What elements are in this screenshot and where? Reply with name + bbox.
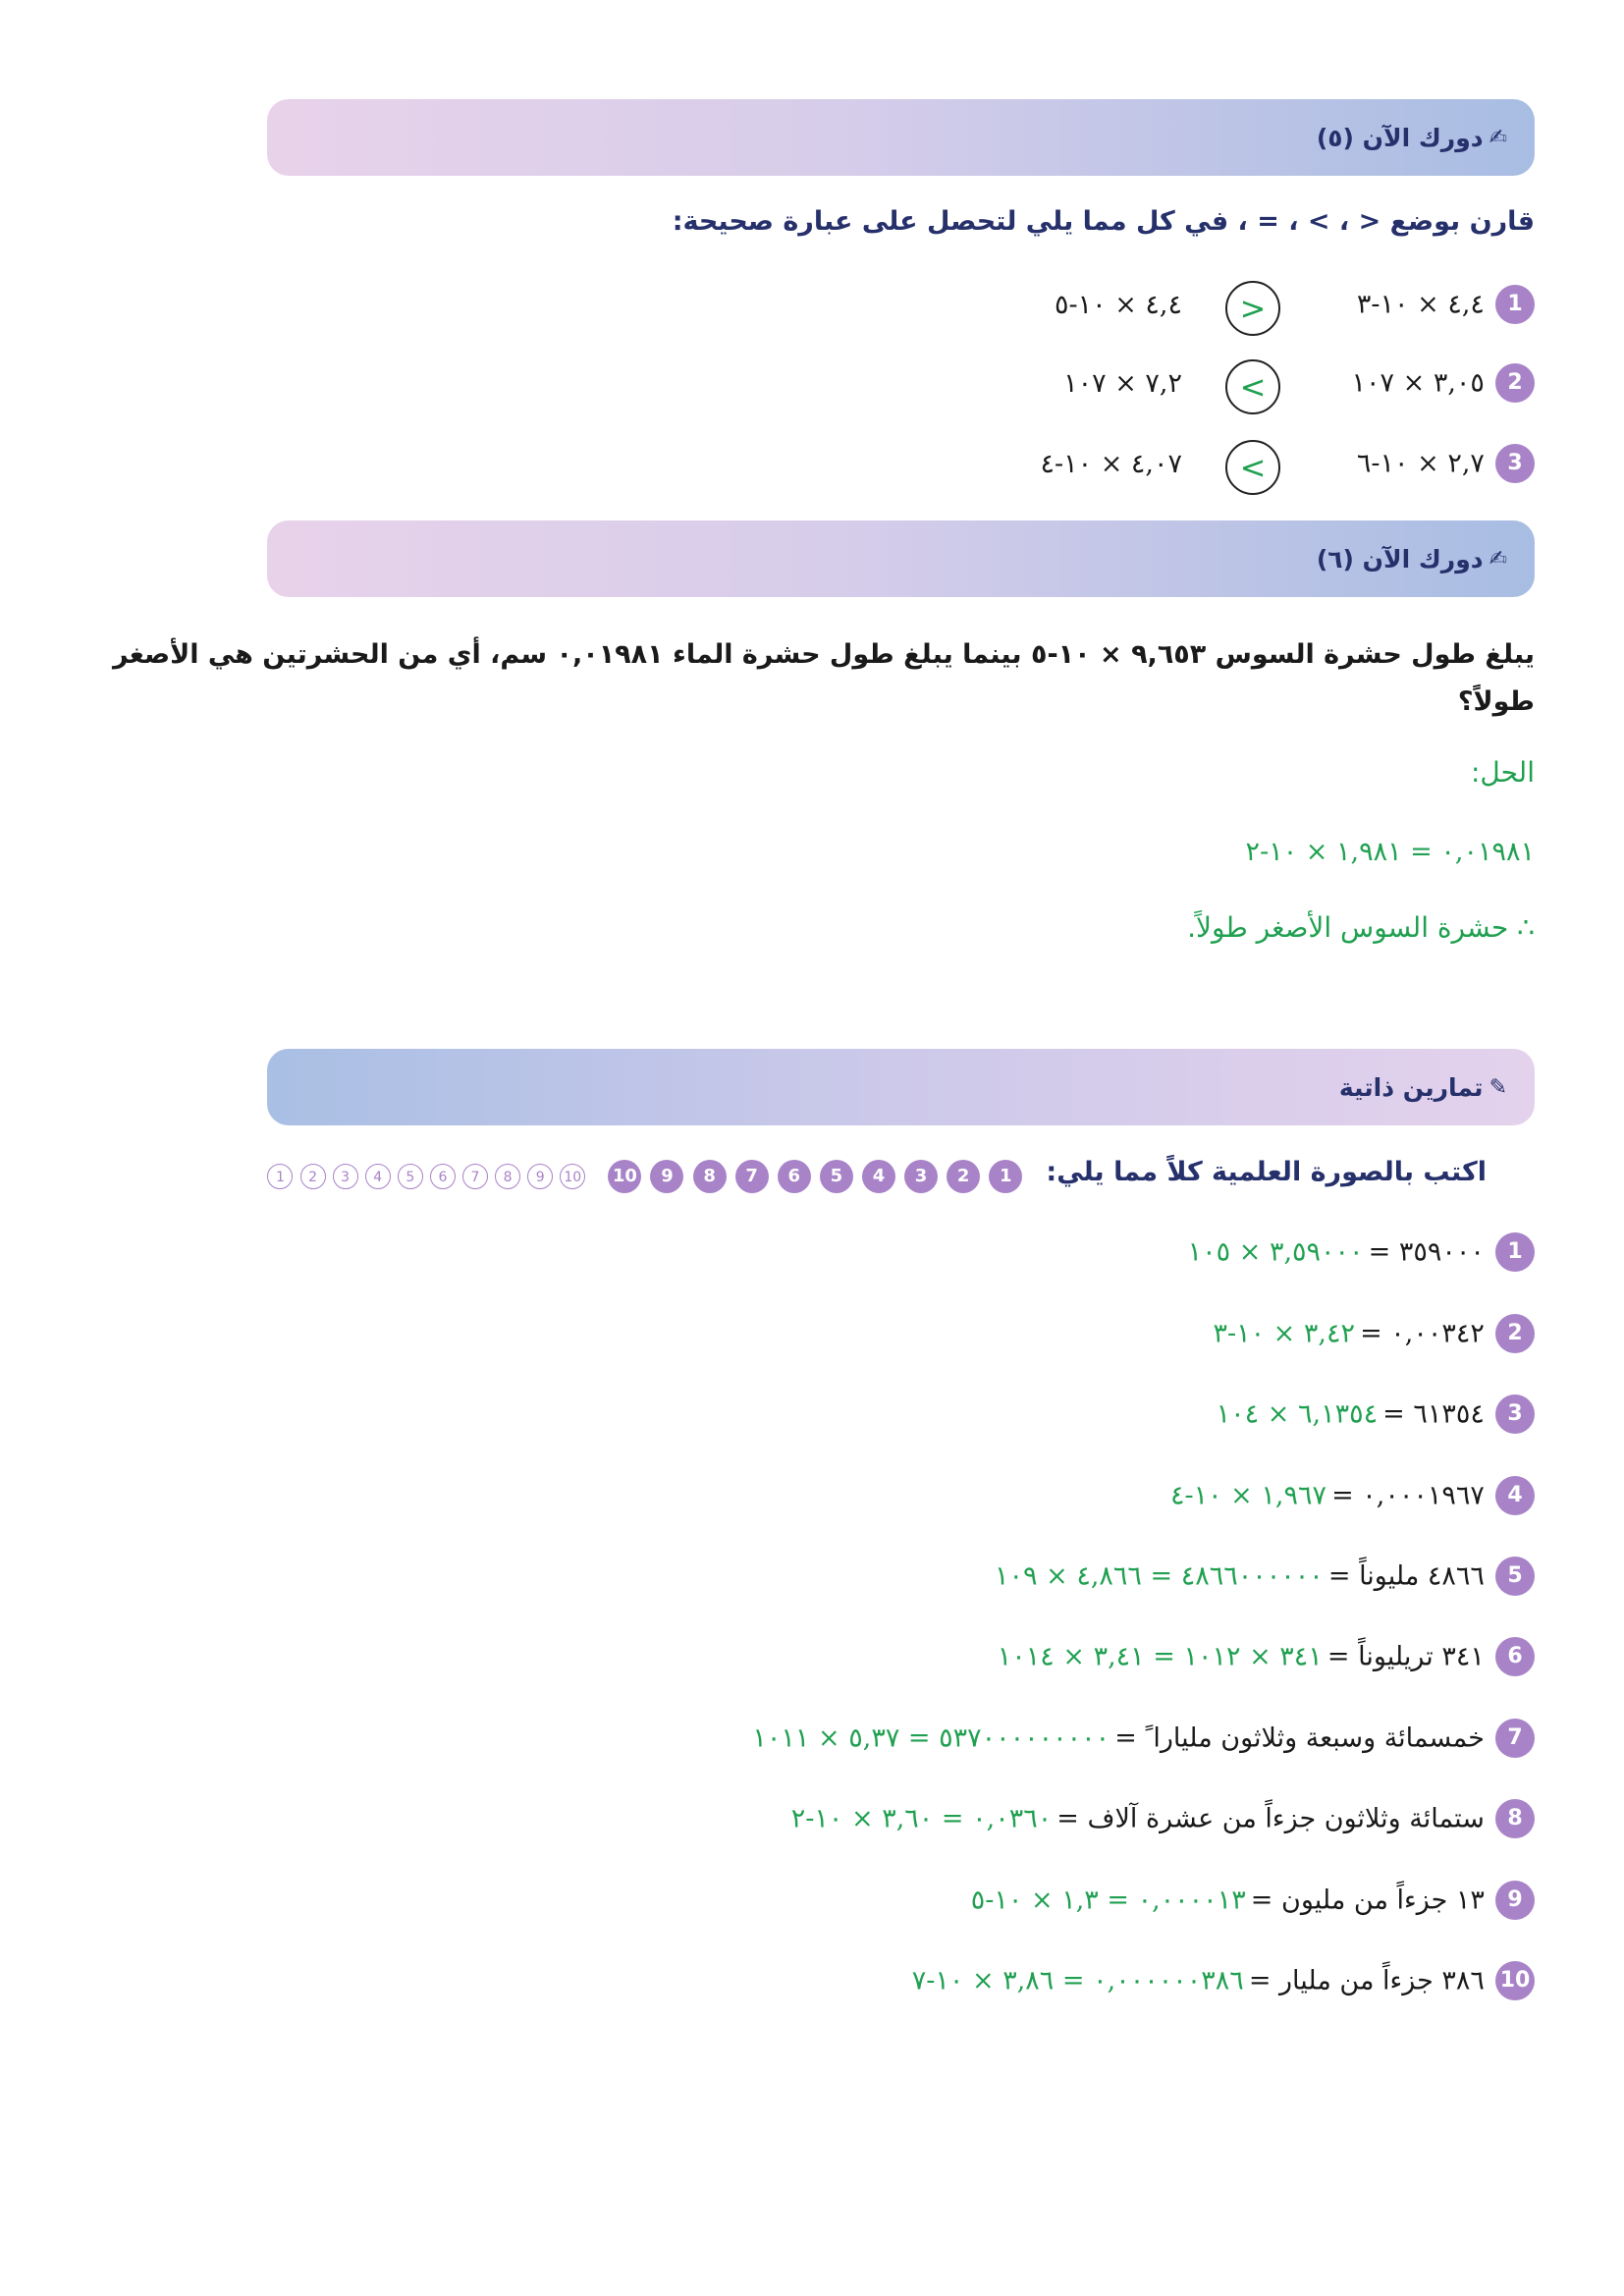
item-number: 3 xyxy=(1495,1394,1535,1434)
solution-label: الحل: xyxy=(1470,756,1535,789)
exercise-answer: ٠,٠٠٠٠٠٠٣٨٦ = ٣,٨٦ × ١٠-٧ xyxy=(911,1965,1244,1996)
item-number: 2 xyxy=(1495,1314,1535,1353)
exercise-row xyxy=(752,1719,1535,1758)
banner-title: دورك الآن (٦) xyxy=(1316,544,1484,574)
exercise-instruction-row xyxy=(265,1157,1487,1193)
item-number: 8 xyxy=(1495,1799,1535,1838)
exercise-number[interactable]: 7 xyxy=(735,1160,769,1193)
item-number: 6 xyxy=(1495,1637,1535,1676)
section-banner-3 xyxy=(267,1049,1535,1125)
exercise-given: ٦١٣٥٤ = xyxy=(1382,1398,1485,1430)
compare-left-expr: ٤,٠٧ × ١٠-٤ xyxy=(1040,449,1182,479)
compare-row xyxy=(1352,363,1536,403)
problem-question: يبلغ طول حشرة السوس ٩,٦٥٣ × ١٠-٥ بينما يبلغ طول حشرة الماء ٠,٠١٩٨١ سم، أي من الحشرتين هي الأصغر طولاً؟ xyxy=(112,639,1535,717)
item-number: 10 xyxy=(1495,1961,1535,2000)
exercise-row xyxy=(1170,1476,1535,1515)
comparison-symbol: < xyxy=(1225,281,1280,336)
solution-line: ٠,٠١٩٨١ = ١,٩٨١ × ١٠-٢ xyxy=(1245,837,1535,867)
section-banner-1 xyxy=(267,99,1535,176)
outline-number[interactable]: 1 xyxy=(267,1164,293,1189)
exercise-given: خمسمائة وسبعة وثلاثون مليارا ً = xyxy=(1114,1722,1485,1754)
comparison-symbol: > xyxy=(1225,359,1280,414)
pen-icon: ✍ xyxy=(1489,125,1507,150)
compare-row xyxy=(1357,285,1535,324)
exercise-answer: ٣,٥٩٠٠٠ × ١٠٥ xyxy=(1187,1236,1364,1268)
exercise-number[interactable]: 3 xyxy=(904,1160,938,1193)
exercise-given: ٣٥٩٠٠٠ = xyxy=(1368,1236,1485,1268)
exercise-answer: ٣٤١ × ١٠١٢ = ٣,٤١ × ١٠١٤ xyxy=(997,1641,1323,1672)
outline-number[interactable]: 10 xyxy=(560,1164,585,1189)
exercise-given: ١٣ جزءاً من مليون = xyxy=(1250,1885,1485,1916)
exercise-given: ٤٨٦٦ مليوناً = xyxy=(1327,1560,1485,1592)
section-banner-2 xyxy=(267,520,1535,597)
exercise-answer: ٥٣٧٠٠٠٠٠٠٠٠٠ = ٥,٣٧ × ١٠١١ xyxy=(752,1722,1110,1754)
exercise-given: ٣٨٦ جزءاً من مليار = xyxy=(1248,1965,1485,1996)
exercise-given: ستمائة وثلاثون جزءاً من عشرة آلاف = xyxy=(1056,1803,1485,1834)
compare-right-expr: ٢,٧ × ١٠-٦ xyxy=(1356,448,1485,479)
item-number: 5 xyxy=(1495,1557,1535,1596)
exercise-row xyxy=(971,1881,1535,1920)
exercise-answer: ٦,١٣٥٤ × ١٠٤ xyxy=(1216,1398,1379,1430)
exercise-number[interactable]: 9 xyxy=(650,1160,683,1193)
item-number: 7 xyxy=(1495,1719,1535,1758)
outline-number[interactable]: 6 xyxy=(430,1164,456,1189)
exercise-row xyxy=(1213,1314,1535,1353)
exercise-number[interactable]: 5 xyxy=(820,1160,853,1193)
item-number: 3 xyxy=(1495,444,1535,483)
exercise-given: ٠,٠٠٠١٩٦٧ = xyxy=(1331,1480,1485,1511)
solution-conclusion: ∴ حشرة السوس الأصغر طولاً. xyxy=(1187,911,1535,944)
exercise-row xyxy=(1217,1394,1535,1434)
item-number: 1 xyxy=(1495,285,1535,324)
banner-title: دورك الآن (٥) xyxy=(1316,123,1484,152)
exercise-number[interactable]: 2 xyxy=(947,1160,980,1193)
exercise-number[interactable]: 1 xyxy=(989,1160,1022,1193)
exercise-instruction: اكتب بالصورة العلمية كلاً مما يلي: xyxy=(1046,1157,1487,1187)
outline-number[interactable]: 8 xyxy=(495,1164,520,1189)
banner-title: تمارين ذاتية xyxy=(1338,1072,1484,1102)
outline-number[interactable]: 2 xyxy=(300,1164,326,1189)
outline-number[interactable]: 7 xyxy=(462,1164,488,1189)
exercise-answer: ١,٩٦٧ × ١٠-٤ xyxy=(1169,1480,1326,1511)
item-number: 1 xyxy=(1495,1232,1535,1272)
exercise-row xyxy=(995,1557,1535,1596)
exercise-given: ٣٤١ تريليوناً = xyxy=(1326,1641,1485,1672)
comparison-symbol: > xyxy=(1225,440,1280,495)
exercise-answer: ٠,٠٣٦٠ = ٣,٦٠ × ١٠-٢ xyxy=(790,1803,1053,1834)
outline-number-strip xyxy=(265,1164,585,1189)
compare-right-expr: ٤,٤ × ١٠-٣ xyxy=(1356,289,1485,320)
exercise-answer: ٣,٤٢ × ١٠-٣ xyxy=(1213,1318,1355,1349)
exercise-answer: ٤٨٦٦٠٠٠٠٠٠ = ٤,٨٦٦ × ١٠٩ xyxy=(995,1560,1324,1592)
outline-number[interactable]: 5 xyxy=(398,1164,423,1189)
compare-right-expr: ٣,٠٥ × ١٠٧ xyxy=(1351,367,1485,399)
compare-left-expr: ٧,٢ × ١٠٧ xyxy=(1063,368,1182,399)
item-number: 2 xyxy=(1495,363,1535,403)
exercise-answer: ٠,٠٠٠٠١٣ = ١,٣ × ١٠-٥ xyxy=(970,1885,1246,1916)
outline-number[interactable]: 3 xyxy=(333,1164,358,1189)
item-number: 9 xyxy=(1495,1881,1535,1920)
exercise-row xyxy=(998,1637,1535,1676)
pencil-icon: ✎ xyxy=(1489,1074,1507,1100)
exercise-number[interactable]: 8 xyxy=(693,1160,727,1193)
exercise-row xyxy=(912,1961,1535,2000)
outline-number[interactable]: 9 xyxy=(527,1164,553,1189)
exercise-number[interactable]: 6 xyxy=(778,1160,811,1193)
compare-left-expr: ٤,٤ × ١٠-٥ xyxy=(1054,290,1182,320)
compare-instruction: قارن بوضع < ، > ، = ، في كل مما يلي لتحصل على عبارة صحيحة: xyxy=(672,206,1535,237)
compare-row xyxy=(1357,444,1535,483)
exercise-row xyxy=(1188,1232,1535,1272)
exercise-row xyxy=(791,1799,1535,1838)
exercise-number[interactable]: 4 xyxy=(862,1160,895,1193)
item-number: 4 xyxy=(1495,1476,1535,1515)
outline-number[interactable]: 4 xyxy=(365,1164,391,1189)
exercise-number[interactable]: 10 xyxy=(608,1160,641,1193)
exercise-given: ٠,٠٠٣٤٢ = xyxy=(1360,1318,1485,1349)
pen-icon: ✍ xyxy=(1489,546,1507,572)
